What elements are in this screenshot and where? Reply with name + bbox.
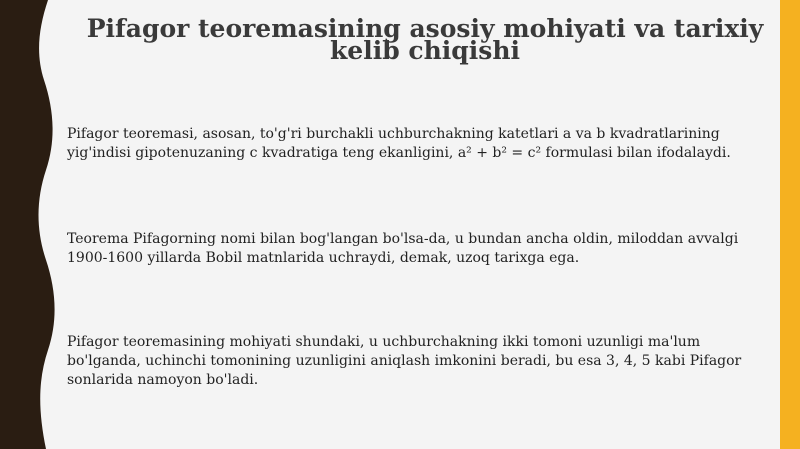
- paragraph-3: Pifagor teoremasining mohiyati shundaki, u uchburchakning ikki tomoni uzunligi ma'lum bo'lganda, uchinchi tomonining uzunligini aniqlash imkonini beradi, bu esa 3, 4, 5 kabi Pifagor sonlarida namoyon bo'ladi.: [67, 334, 742, 388]
- paragraph-2: Teorema Pifagorning nomi bilan bog'langan bo'lsa-da, u bundan ancha oldin, miloddan avvalgi 1900-1600 yillarda Bobil matnlarida uchraydi, demak, uzoq tarixga ega.: [67, 231, 739, 266]
- left-wave-decoration: [0, 0, 70, 449]
- left-wave-shape: [0, 0, 55, 449]
- right-accent-bar: [780, 0, 800, 449]
- slide-title: Pifagor teoremasining asosiy mohiyati va tarixiy kelib chiqishi: [86, 14, 764, 65]
- paragraph-1: Pifagor teoremasi, asosan, to'g'ri burchakli uchburchakning katetlari a va b kvadratlarining yig'indisi gipotenuzaning c kvadratiga teng ekanligini, a² + b² = c² formulasi bilan ifodalaydi.: [67, 126, 731, 161]
